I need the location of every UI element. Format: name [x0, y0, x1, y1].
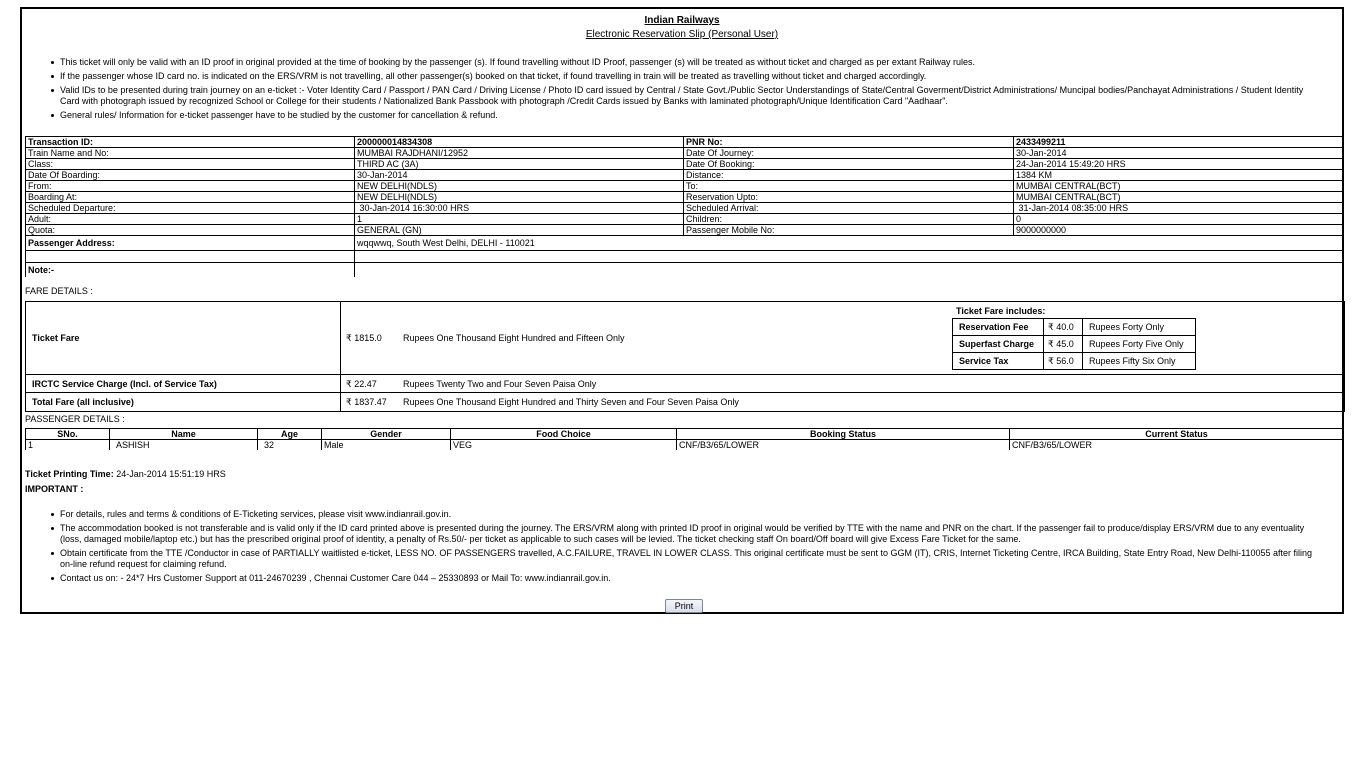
col-header: Booking Status: [677, 429, 1010, 440]
adult-label: Adult:: [26, 214, 355, 225]
journey-table: [25, 136, 1344, 277]
important-item: The accommodation booked is not transferable and is valid only if the ID card printed above is presented during the journey. The ERS/VRM along with printed ID proof in original would be verified by TTE with the name and PNR on the chart. If the passenger fail to produce/display ERS/VRM due to any eventuality (loss, damaged mobile/laptop etc.) but has the prescribed original proof of identity, a penalty of Rs.50/- per ticket as applicable to such cases will be levied. The ticket checking staff On board/Off board will give Excess Fare Ticket for the same.: [24, 523, 1324, 545]
departure-label: Scheduled Departure:: [26, 203, 355, 214]
distance-label: Distance:: [684, 170, 1014, 181]
divider: [26, 374, 1344, 375]
service-charge-label: IRCTC Service Charge (Incl. of Service Tax): [32, 379, 217, 389]
passenger-sno: 1: [26, 440, 110, 451]
table-row: [26, 159, 1344, 170]
address: wqqwwq, South West Delhi, DELHI - 110021: [355, 236, 1344, 251]
table-row: [26, 181, 1344, 192]
total-fare-label: Total Fare (all inclusive): [32, 397, 134, 407]
distance: 1384 KM: [1014, 170, 1344, 181]
print-time: [25, 469, 226, 479]
table-row: [26, 251, 1344, 263]
print-button[interactable]: Print: [665, 599, 703, 613]
passenger-gender: Male: [322, 440, 451, 451]
table-row: [26, 440, 1344, 451]
quota: GENERAL (GN): [355, 225, 684, 236]
table-row: [26, 214, 1344, 225]
col-header: Name: [110, 429, 258, 440]
passenger-table: [25, 428, 1344, 450]
table-row: [26, 203, 1344, 214]
include-amount: ₹ 40.0: [1044, 319, 1083, 336]
mobile-label: Passenger Mobile No:: [684, 225, 1014, 236]
table-row: [26, 170, 1344, 181]
table-row: [953, 353, 1196, 370]
transaction-id: 200000014834308: [355, 137, 684, 148]
fare-section-label: FARE DETAILS :: [25, 286, 93, 296]
page-subtitle: Electronic Reservation Slip (Personal User): [585, 29, 779, 40]
table-header-row: [26, 429, 1344, 440]
divider: [340, 302, 341, 411]
table-row: [26, 236, 1344, 251]
booking-status: CNF/B3/65/LOWER: [677, 440, 1010, 451]
ticket-fare: ₹ 1815.0: [346, 333, 382, 343]
rule-item: This ticket will only be valid with an ID proof in original provided at the time of booking by the passenger (s). If found travelling without ID Proof, passenger (s) will be treated as without ticket and charged as per extant Railway rules.: [24, 57, 1314, 68]
table-row: [26, 192, 1344, 203]
train-label: Train Name and No:: [26, 148, 355, 159]
from-label: From:: [26, 181, 355, 192]
page-title: Indian Railways: [644, 15, 720, 26]
include-amount: ₹ 45.0: [1044, 336, 1083, 353]
blank-cell: [26, 251, 355, 263]
include-name: Reservation Fee: [953, 319, 1044, 336]
fare-includes: [952, 306, 1196, 370]
rule-item: If the passenger whose ID card no. is indicated on the ERS/VRM is not travelling, all other passenger(s) booked on that ticket, if found travelling in train will be treated as travelling without ticket and charged accordingly.: [24, 71, 1314, 82]
col-header: Current Status: [1010, 429, 1344, 440]
departure: 30-Jan-2014 16:30:00 HRS: [355, 203, 684, 214]
passenger-name: ASHISH: [110, 440, 258, 451]
rules-list: [24, 57, 1314, 124]
include-name: Superfast Charge: [953, 336, 1044, 353]
col-header: SNo.: [26, 429, 110, 440]
rule-item: General rules/ Information for e-ticket passenger have to be studied by the customer for cancellation & refund.: [24, 110, 1314, 121]
important-label: IMPORTANT :: [25, 484, 84, 494]
rule-item: Valid IDs to be presented during train journey on an e-ticket :- Voter Identity Card / Passport / PAN Card / Driving License / Photo ID card issued by Central / State Govt./Public Sector Understandings of State/Central Goverment/District Administrations/ Muncipal bodies/Panchayat Administrations / Student Identity Card with photograph issued by recognized School or College for their students / Nationalized Bank Passbook with photograph /Credit Cards issued by Banks with laminated photograph/Unique Identification Card "Aadhaar".: [24, 85, 1314, 107]
includes-table: [952, 318, 1196, 370]
passenger-food: VEG: [451, 440, 677, 451]
include-words: Rupees Forty Five Only: [1083, 336, 1196, 353]
important-item: For details, rules and terms & conditions of E-Ticketing services, please visit www.indianrail.gov.in.: [24, 509, 1324, 520]
ticket-fare-label: Ticket Fare: [32, 333, 80, 343]
boarding-date: 30-Jan-2014: [355, 170, 684, 181]
boarding-date-label: Date Of Boarding:: [26, 170, 355, 181]
table-row: [26, 263, 1344, 278]
upto-label: Reservation Upto:: [684, 192, 1014, 203]
important-item: Contact us on: - 24*7 Hrs Customer Support at 011-24670239 , Chennai Customer Care 044 – 25330893 or Mail To: www.indianrail.gov.in.: [24, 573, 1324, 584]
col-header: Age: [258, 429, 322, 440]
dob-label: Date Of Booking:: [684, 159, 1014, 170]
include-name: Service Tax: [953, 353, 1044, 370]
col-header: Food Choice: [451, 429, 677, 440]
divider: [26, 392, 1344, 393]
pnr-label: PNR No:: [684, 137, 1014, 148]
train: MUMBAI RAJDHANI/12952: [355, 148, 684, 159]
doj-label: Date Of Journey:: [684, 148, 1014, 159]
include-words: Rupees Fifty Six Only: [1083, 353, 1196, 370]
print-time-value: 24-Jan-2014 15:51:19 HRS: [116, 469, 226, 479]
note-label: Note:-: [26, 263, 355, 278]
doj: 30-Jan-2014: [1014, 148, 1344, 159]
adult: 1: [355, 214, 684, 225]
passenger-section-label: PASSENGER DETAILS :: [25, 414, 125, 424]
quota-label: Quota:: [26, 225, 355, 236]
to-label: To:: [684, 181, 1014, 192]
boarding-at: NEW DELHI(NDLS): [355, 192, 684, 203]
col-header: Gender: [322, 429, 451, 440]
table-row: [26, 225, 1344, 236]
table-row: [26, 137, 1344, 148]
boarding-at-label: Boarding At:: [26, 192, 355, 203]
mobile: 9000000000: [1014, 225, 1344, 236]
children: 0: [1014, 214, 1344, 225]
fare-details: [25, 301, 1345, 412]
ticket-fare-words: Rupees One Thousand Eight Hundred and Fifteen Only: [403, 333, 625, 343]
to: MUMBAI CENTRAL(BCT): [1014, 181, 1344, 192]
includes-label: Ticket Fare includes:: [956, 306, 1046, 316]
transaction-id-label: Transaction ID:: [26, 137, 355, 148]
service-charge-words: Rupees Twenty Two and Four Seven Paisa Only: [403, 379, 597, 389]
total-fare: ₹ 1837.47: [346, 397, 387, 407]
arrival: 31-Jan-2014 08:35:00 HRS: [1014, 203, 1344, 214]
total-fare-words: Rupees One Thousand Eight Hundred and Thirty Seven and Four Seven Paisa Only: [403, 397, 739, 407]
include-words: Rupees Forty Only: [1083, 319, 1196, 336]
class-label: Class:: [26, 159, 355, 170]
dob: 24-Jan-2014 15:49:20 HRS: [1014, 159, 1344, 170]
table-row: [953, 319, 1196, 336]
print-time-label: Ticket Printing Time:: [25, 469, 114, 479]
table-row: [953, 336, 1196, 353]
arrival-label: Scheduled Arrival:: [684, 203, 1014, 214]
pnr: 2433499211: [1014, 137, 1344, 148]
include-amount: ₹ 56.0: [1044, 353, 1083, 370]
current-status: CNF/B3/65/LOWER: [1010, 440, 1344, 451]
important-item: Obtain certificate from the TTE /Conductor in case of PARTIALLY waitlisted e-ticket, LESS NO. OF PASSENGERS travelled, A.C.FAILURE, TRAVEL IN LOWER CLASS. This original certificate must be sent to GGM (IT), CRIS, Internet Ticketing Centre, IRCA Building, State Entry Road, New Delhi-110055 after filing on-line refund request for claiming refund.: [24, 548, 1324, 570]
service-charge: ₹ 22.47: [346, 379, 377, 389]
reservation-slip: [20, 7, 1344, 614]
from: NEW DELHI(NDLS): [355, 181, 684, 192]
passenger-age: 32: [258, 440, 322, 451]
address-label: Passenger Address:: [26, 236, 355, 251]
class: THIRD AC (3A): [355, 159, 684, 170]
note-value: [355, 263, 1344, 278]
children-label: Children:: [684, 214, 1014, 225]
table-row: [26, 148, 1344, 159]
blank-cell: [355, 251, 1344, 263]
important-list: [24, 509, 1324, 587]
upto: MUMBAI CENTRAL(BCT): [1014, 192, 1344, 203]
